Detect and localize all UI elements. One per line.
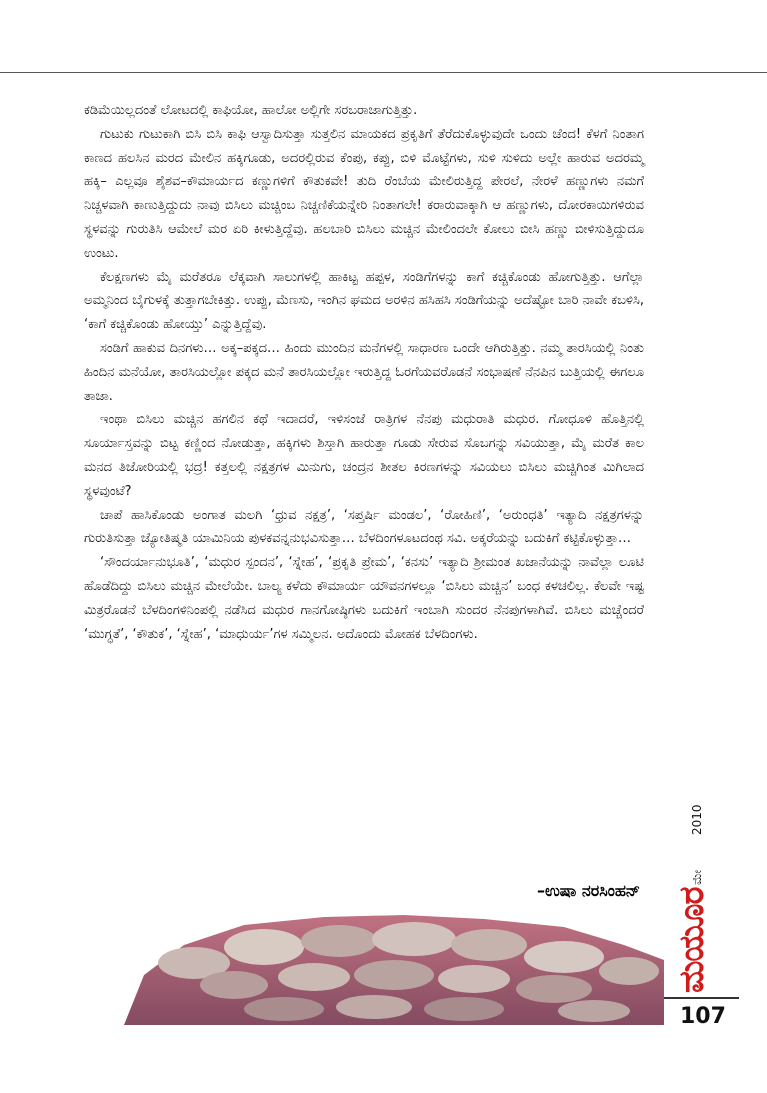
paragraph-7: ‘ಸೌಂದರ್ಯಾನುಭೂತಿ’, ‘ಮಧುರ ಸ್ಪಂದನ’, ‘ಸ್ನೇಹ’, ‘ಪ್ರಕೃತಿ ಪ್ರೇಮ’, ‘ಕನಸು’ ಇತ್ಯಾದಿ ಶ್ರೀಮಂತ ಖಜಾನೆಯನ್ನು ನಾವೆಲ್ಲಾ ಲೂಟಿ ಹೊಡೆದಿದ್ದು ಬಿಸಿಲು ಮಚ್ಚಿನ ಮೇಲೆಯೇ. ಬಾಲ್ಯ ಕಳೆದು ಕೌಮಾರ್ಯ ಯೌವನಗಳಲ್ಲೂ ‘ಬಿಸಿಲು ಮಚ್ಚಿನ’ ಬಂಧ ಕಳಚಲಿಲ್ಲ. ಕೆಲವೇ ಇಷ್ಟ ಮಿತ್ರರೊಡನೆ ಬೆಳದಿಂಗಳಿನಿಂಪಲ್ಲಿ ನಡೆಸಿದ ಮಧುರ ಗಾನಗೋಷ್ಠಿಗಳು ಬದುಕಿಗೆ ಇಂಬಾಗಿ ಸುಂದರ ನೆನಪುಗಳಾಗಿವೆ. ಬಿಸಿಲು ಮಚ್ಚೆಂದರೆ ‘ಮುಗ್ಧತೆ’, ‘ಕೌತುಕ’, ‘ಸ್ನೇಹ’, ‘ಮಾಧುರ್ಯ’ಗಳ ಸಮ್ಮಿಲನ. ಅದೊಂದು ಮೋಹಕ ಬೆಳದಿಂಗಳು. [84, 555, 644, 642]
top-rule [0, 72, 767, 73]
paragraph-5: ಇಂಥಾ ಬಿಸಿಲು ಮಚ್ಚಿನ ಹಗಲಿನ ಕಥೆ ಇದಾದರೆ, ಇಳಿಸಂಜೆ ರಾತ್ರಿಗಳ ನೆನಪು ಮಧುರಾತಿ ಮಧುರ. ಗೋಧೂಳಿ ಹೊತ್ತಿನಲ್ಲಿ ಸೂರ್ಯಾಸ್ತವನ್ನು ಬಿಟ್ಟ ಕಣ್ಣಿಂದ ನೋಡುತ್ತಾ, ಹಕ್ಕಿಗಳು ಶಿಸ್ತಾಗಿ ಹಾರುತ್ತಾ ಗೂಡು ಸೇರುವ ಸೊಬಗನ್ನು ಸವಿಯುತ್ತಾ, ಮೈ ಮರೆತ ಕಾಲ ಮನದ ತಿಜೋರಿಯಲ್ಲಿ ಭದ್ರ! ಕತ್ತಲಲ್ಲಿ ನಕ್ಷತ್ರಗಳ ಮಿನುಗು, ಚಂದ್ರನ ಶೀತಲ ಕಿರಣಗಳನ್ನು ಸವಿಯಲು ಬಿಸಿಲು ಮಚ್ಚಿಗಿಂತ ಮಿಗಿಲಾದ ಸ್ಥಳವುಂಟೆ? [84, 412, 644, 499]
article-body [84, 99, 644, 646]
issue-year: 2010 [690, 804, 704, 835]
bottom-rule [664, 997, 739, 999]
paragraph-4: ಸಂಡಿಗೆ ಹಾಕುವ ದಿನಗಳು… ಅಕ್ಕ–ಪಕ್ಕದ… ಹಿಂದು ಮುಂದಿನ ಮನೆಗಳಲ್ಲಿ ಸಾಧಾರಣ ಒಂದೇ ಆಗಿರುತ್ತಿತ್ತು. ನಮ್ಮ ತಾರಸಿಯಲ್ಲಿ ನಿಂತು ಹಿಂದಿನ ಮನೆಯೋ, ತಾರಸಿಯಲ್ಲೋ ಪಕ್ಕದ ಮನೆ ತಾರಸಿಯಲ್ಲೋ ಇರುತ್ತಿದ್ದ ಓರಗೆಯವರೊಡನೆ ಸಂಭಾಷಣೆ ನೆನಪಿನ ಬುತ್ತಿಯಲ್ಲಿ ಈಗಲೂ ತಾಜಾ. [84, 340, 644, 404]
paragraph-6: ಚಾಪೆ ಹಾಸಿಕೊಂಡು ಅಂಗಾತ ಮಲಗಿ ‘ಧ್ರುವ ನಕ್ಷತ್ರ’, ‘ಸಪ್ತರ್ಷಿ ಮಂಡಲ’, ‘ರೋಹಿಣಿ’, ‘ಅರುಂಧತಿ’ ಇತ್ಯಾದಿ ನಕ್ಷತ್ರಗಳನ್ನು ಗುರುತಿಸುತ್ತಾ ಜ್ಯೋತಿಷ್ಮತಿ ಯಾಮಿನಿಯ ಪುಳಕವನ್ನನುಭವಿಸುತ್ತಾ… ಬೆಳದಿಂಗಳೂಟದಂಥ ಸವಿ. ಅಕ್ಕರೆಯನ್ನು ಬದುಕಿಗೆ ಕಟ್ಟಿಕೊಳ್ಳುತ್ತಾ… [84, 507, 644, 547]
paragraph-3: ಕೆಲಕ್ಷಣಗಳು ಮೈ ಮರೆತರೂ ಲೆಕ್ಕವಾಗಿ ಸಾಲುಗಳಲ್ಲಿ ಹಾಕಿಟ್ಟ ಹಪ್ಪಳ, ಸಂಡಿಗೆಗಳನ್ನು ಕಾಗೆ ಕಚ್ಚಿಕೊಂಡು ಹೋಗುತ್ತಿತ್ತು. ಆಗೆಲ್ಲಾ ಅಮ್ಮನಿಂದ ಬೈಗುಳಕ್ಕೆ ತುತ್ತಾಗಬೇಕಿತ್ತು. ಉಪ್ಪು, ಮೆಣಸು, ಇಂಗಿನ ಘಮದ ಅರಳಿನ ಹಸಿಹಸಿ ಸಂಡಿಗೆಯನ್ನು ಅದೆಷ್ಟೋ ಬಾರಿ ನಾವೇ ಕಬಳಿಸಿ, ‘ಕಾಗೆ ಕಚ್ಚಿಕೊಂಡು ಹೋಯ್ತು’ ಎನ್ನುತ್ತಿದ್ದೆವು. [84, 269, 644, 333]
author-byline: –ಉಷಾ ನರಸಿಂಹನ್ [536, 881, 640, 900]
magazine-logo: ಮಯೂರ [672, 887, 712, 993]
paragraph-1: ಕಡಿಮೆಯಿಲ್ಲದಂತೆ ಲೋಟದಲ್ಲಿ ಕಾಫಿಯೋ, ಹಾಲೋ ಅಲ್ಲಿಗೇ ಸರಬರಾಜಾಗುತ್ತಿತ್ತು. [84, 103, 418, 118]
stone-wall-illustration [124, 905, 664, 1025]
magazine-masthead [664, 795, 736, 995]
paragraph-2: ಗುಟುಕು ಗುಟುಕಾಗಿ ಬಿಸಿ ಬಿಸಿ ಕಾಫಿ ಆಸ್ವಾದಿಸುತ್ತಾ ಸುತ್ತಲಿನ ಮಾಯಕದ ಪ್ರಕೃತಿಗೆ ತೆರೆದುಕೊಳ್ಳುವುದೇ ಒಂದು ಚೆಂದ! ಕೆಳಗೆ ನಿಂತಾಗ ಕಾಣದ ಹಲಸಿನ ಮರದ ಮೇಲಿನ ಹಕ್ಕಿಗೂಡು, ಅದರಲ್ಲಿರುವ ಕೆಂಪು, ಕಪ್ಪು, ಬಿಳಿ ಮೊಟ್ಟೆಗಳು, ಸುಳಿ ಸುಳಿದು ಅಲ್ಲೇ ಹಾರುವ ಅದರಮ್ಮ ಹಕ್ಕಿ– ಎಲ್ಲವೂ ಶೈಶವ–ಕೌಮಾರ್ಯದ ಕಣ್ಣುಗಳಿಗೆ ಕೌತುಕವೇ! ತುದಿ ರೆಂಬೆಯ ಮೇಲಿರುತ್ತಿದ್ದ ಪೇರಲೆ, ನೇರಳೆ ಹಣ್ಣುಗಳು ನಮಗೆ ನಿಚ್ಚಳವಾಗಿ ಕಾಣುತ್ತಿದ್ದುದು ನಾವು ಬಿಸಿಲು ಮಚ್ಚಿಂಬ ನಿಚ್ಚಣಿಕೆಯನ್ನೇರಿ ನಿಂತಾಗಲೇ! ಕರಾರುವಾಕ್ಕಾಗಿ ಆ ಹಣ್ಣುಗಳು, ದೋರಕಾಯಿಗಳಿರುವ ಸ್ಥಳವನ್ನು ಗುರುತಿಸಿ ಆಮೇಲೆ ಮರ ಏರಿ ಕೀಳುತ್ತಿದ್ದೆವು. ಹಲಬಾರಿ ಬಿಸಿಲು ಮಚ್ಚಿನ ಮೇಲಿಂದಲೇ ಕೋಲು ಬೀಸಿ ಹಣ್ಣು ಬೀಳಿಸುತ್ತಿದ್ದುದೂ ಉಂಟು. [84, 126, 644, 261]
issue-month: ಮೇ [690, 869, 704, 885]
page-number: 107 [680, 1004, 726, 1029]
